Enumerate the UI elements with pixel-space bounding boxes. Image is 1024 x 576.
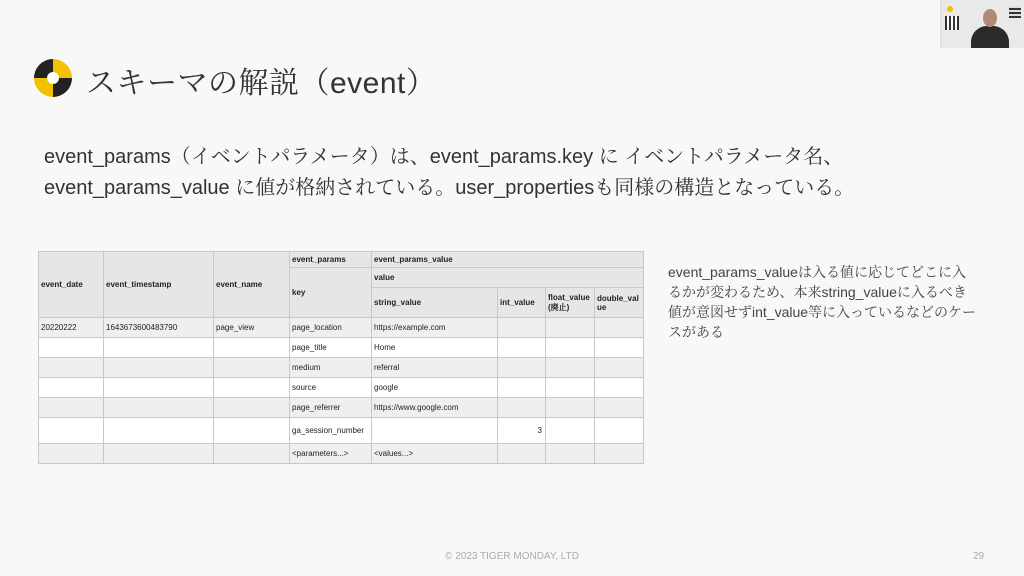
cell-int-value: [498, 444, 546, 464]
cell-key: page_title: [290, 338, 372, 358]
cell-event-date: [39, 338, 104, 358]
cell-event-timestamp: [104, 418, 214, 444]
header-string-value: string_value: [372, 288, 498, 318]
cell-event-date: [39, 398, 104, 418]
cell-key: medium: [290, 358, 372, 378]
webcam-overlay: [940, 0, 1024, 48]
table-row: [39, 418, 644, 444]
lead-text: [44, 142, 974, 204]
cell-event-name: page_view: [214, 318, 290, 338]
header-float-value: float_value (廃止): [546, 288, 595, 318]
cell-float-value: [546, 358, 595, 378]
cell-event-date: [39, 358, 104, 378]
cell-event-timestamp: [104, 358, 214, 378]
cell-event-name: [214, 338, 290, 358]
cell-string-value: <values...>: [372, 444, 498, 464]
cell-event-name: [214, 378, 290, 398]
cell-event-timestamp: [104, 338, 214, 358]
header-int-value: int_value: [498, 288, 546, 318]
cell-event-timestamp: [104, 378, 214, 398]
cell-double-value: [595, 418, 644, 444]
cell-key: page_referrer: [290, 398, 372, 418]
cell-key: page_location: [290, 318, 372, 338]
cell-double-value: [595, 398, 644, 418]
cell-event-date: [39, 378, 104, 398]
cell-event-name: [214, 444, 290, 464]
cell-key: ga_session_number: [290, 418, 372, 444]
mini-logo-icon: [947, 6, 953, 12]
cell-event-date: 20220222: [39, 318, 104, 338]
header-key: key: [290, 268, 372, 318]
cell-event-name: [214, 398, 290, 418]
cell-string-value: https://example.com: [372, 318, 498, 338]
qr-code-icon: [945, 16, 959, 30]
schema-table: [38, 251, 644, 464]
cell-float-value: [546, 318, 595, 338]
cell-double-value: [595, 378, 644, 398]
cell-string-value: google: [372, 378, 498, 398]
qr-code-icon: [1009, 6, 1021, 18]
cell-int-value: 3: [498, 418, 546, 444]
page-number: 29: [973, 551, 985, 562]
cell-key: source: [290, 378, 372, 398]
cell-float-value: [546, 378, 595, 398]
cell-float-value: [546, 338, 595, 358]
header-event-date: event_date: [39, 252, 104, 318]
table-row: [39, 444, 644, 464]
cell-event-timestamp: [104, 444, 214, 464]
cell-float-value: [546, 444, 595, 464]
cell-event-date: [39, 418, 104, 444]
cell-int-value: [498, 378, 546, 398]
header-event-params: event_params: [290, 252, 372, 268]
cell-double-value: [595, 338, 644, 358]
cell-event-name: [214, 418, 290, 444]
presenter-head: [983, 9, 997, 27]
header-event-params-value: event_params_value: [372, 252, 644, 268]
cell-double-value: [595, 318, 644, 338]
cell-string-value: [372, 418, 498, 444]
header-value: value: [372, 268, 644, 288]
cell-string-value: Home: [372, 338, 498, 358]
header-event-name: event_name: [214, 252, 290, 318]
table-row: [39, 358, 644, 378]
cell-int-value: [498, 398, 546, 418]
cell-int-value: [498, 338, 546, 358]
cell-int-value: [498, 318, 546, 338]
cell-key: <parameters...>: [290, 444, 372, 464]
table-row: [39, 398, 644, 418]
cell-double-value: [595, 444, 644, 464]
header-double-value: double_val ue: [595, 288, 644, 318]
presenter-body: [971, 26, 1009, 48]
side-note: event_params_valueは入る値に応じてどこに入るかが変わるため、本来string_valueに入るべき値が意図せずint_value等に入っているなどのケースがある: [668, 264, 977, 340]
lead-line-2: event_params_value に値が格納されている。user_propertiesも同様の構造となっている。: [44, 177, 855, 199]
page-title: スキーマの解説（event）: [86, 67, 437, 100]
cell-int-value: [498, 358, 546, 378]
cell-event-name: [214, 358, 290, 378]
header-event-timestamp: event_timestamp: [104, 252, 214, 318]
copyright-footer: © 2023 TIGER MONDAY, LTD: [445, 551, 579, 562]
cell-string-value: https://www.google.com: [372, 398, 498, 418]
cell-event-timestamp: [104, 398, 214, 418]
table-row: [39, 318, 644, 338]
cell-string-value: referral: [372, 358, 498, 378]
lead-line-1: event_params（イベントパラメータ）は、event_params.key に イベントパラメータ名、: [44, 146, 844, 168]
cell-float-value: [546, 418, 595, 444]
cell-double-value: [595, 358, 644, 378]
cell-float-value: [546, 398, 595, 418]
table-row: [39, 338, 644, 358]
table-row: [39, 378, 644, 398]
brand-logo-icon: [33, 58, 73, 98]
cell-event-date: [39, 444, 104, 464]
cell-event-timestamp: 1643673600483790: [104, 318, 214, 338]
